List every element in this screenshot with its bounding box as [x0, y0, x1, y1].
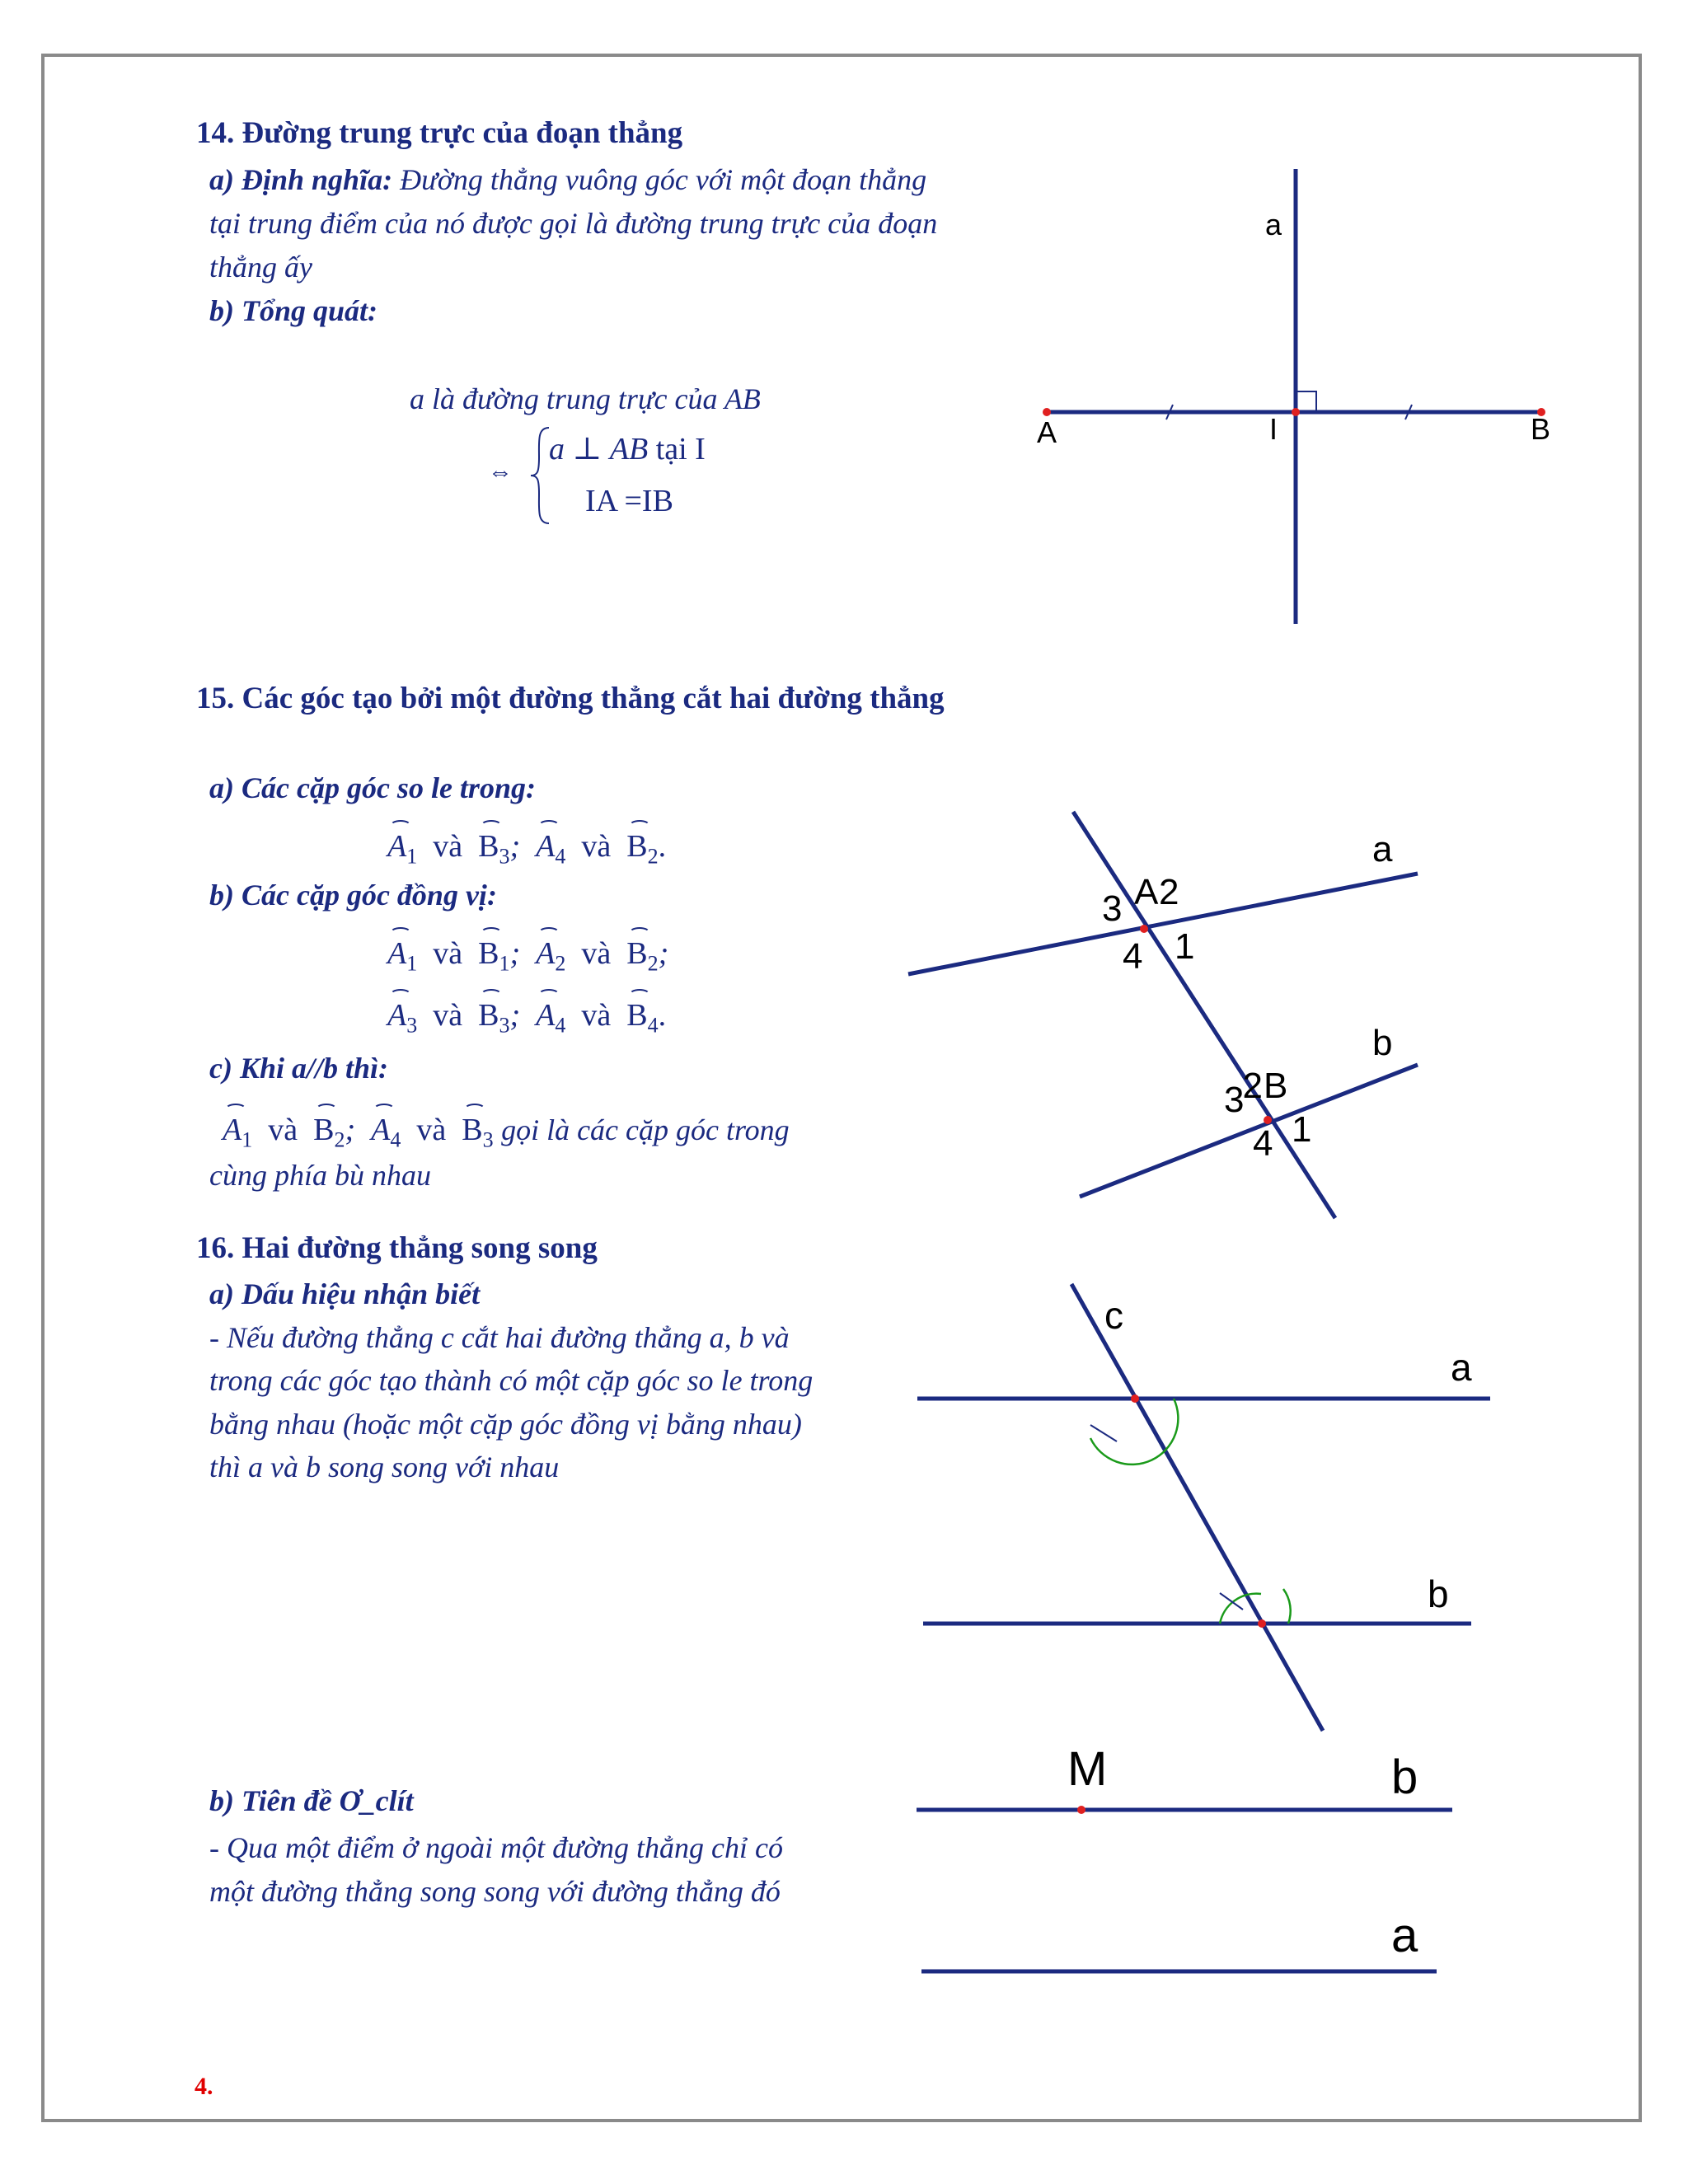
label-point-b: B [1531, 412, 1551, 446]
s15-interior-pairs: $A_1$ và $B_2$; $A_4$ và $B_3$ gọi là các cặp góc trong [223, 1113, 790, 1152]
s14-condition-2: IA =IB [585, 484, 673, 518]
s15-para-text-2: cùng phía bù nhau [209, 1159, 431, 1192]
s16-euclid-2: một đường thẳng song song với đường thẳng đó [209, 1874, 781, 1908]
va: và [581, 829, 612, 864]
section-14-title: 14. Đường trung trực của đoạn thẳng [196, 116, 683, 150]
va: và [433, 936, 463, 971]
s15-alternate-label: a) Các cặp góc so le trong: [209, 771, 536, 804]
label-point-b: B [1264, 1066, 1288, 1106]
label-angle-b3: 3 [1224, 1080, 1245, 1120]
euclid-axiom-figure [907, 1731, 1467, 2003]
s16-sign-2: trong các góc tạo thành có một cặp góc so le trong [209, 1364, 814, 1397]
intersection-b [1258, 1619, 1266, 1628]
label-line-b: b [1391, 1750, 1418, 1804]
label-point-a: A [1037, 415, 1057, 449]
label-angle-b2: 2 [1242, 1066, 1263, 1106]
label-point-i: I [1269, 412, 1278, 446]
transversal [1073, 812, 1335, 1218]
label-angle-a2: 2 [1159, 872, 1179, 912]
s15-corresponding-pairs-2: $A_3$ và $B_3$; $A_4$ và $B_4$. [387, 998, 667, 1038]
s16-euclid-label: b) Tiên đề Ơ_clít [209, 1784, 414, 1817]
label-line-b: b [1428, 1572, 1449, 1615]
parallel-sign-figure [907, 1277, 1500, 1739]
label-angle-a4: 4 [1123, 936, 1143, 977]
va: và [581, 936, 612, 971]
s14-def-text-1: Đường thẳng vuông góc với một đoạn thẳng [400, 163, 927, 196]
s16-sign-4: thì a và b song song với nhau [209, 1451, 560, 1483]
line-c [1071, 1284, 1323, 1731]
va: và [416, 1113, 447, 1147]
s14-def-text-3: thẳng ấy [209, 251, 312, 284]
point-m [1077, 1806, 1085, 1814]
label-line-b: b [1372, 1023, 1393, 1063]
label-line-c: c [1104, 1294, 1123, 1337]
perp-symbol: ⊥ [572, 432, 603, 466]
s14-def-text-2: tại trung điểm của nó được gọi là đường trung trực của đoạn [209, 207, 938, 240]
s14-general-label: b) Tổng quát: [209, 294, 378, 327]
s14-definition [209, 158, 937, 333]
page-number: 4. [195, 2073, 213, 2100]
transversal-angles-figure [907, 804, 1434, 1232]
va: và [433, 998, 463, 1033]
s15-parallel-label: c) Khi a//b thì: [209, 1052, 389, 1085]
s16-sign-1: - Nếu đường thẳng c cắt hai đường thẳng a, b và [209, 1320, 790, 1354]
label-point-m: M [1067, 1742, 1108, 1796]
perpendicular-bisector-figure [1022, 161, 1566, 639]
label-line-a: a [1265, 208, 1282, 241]
s14-premise: a là đường trung trực của AB [410, 382, 761, 415]
s16-sign-3: bằng nhau (hoặc một cặp góc đồng vị bằng nhau) [209, 1407, 802, 1441]
point-a [1140, 925, 1148, 933]
tick-mark-b [1220, 1593, 1243, 1610]
s16-euclid [209, 1826, 783, 1913]
va: và [581, 998, 612, 1033]
section-15-title: 15. Các góc tạo bởi một đường thẳng cắt hai đường thẳng [196, 682, 945, 715]
s15-corresponding-pairs-1: $A_1$ và $B_1$; $A_2$ và $B_2$; [387, 936, 669, 976]
s16-sign [209, 1272, 813, 1489]
s15-alternate-pairs: $A_1$ và $B_3$; $A_4$ và $B_2$. [387, 829, 667, 869]
label-angle-b4: 4 [1253, 1123, 1273, 1164]
s14-def-label: a) Định nghĩa: [209, 163, 393, 196]
label-angle-b1: 1 [1292, 1109, 1312, 1150]
cond-tail: tại I [655, 432, 706, 466]
label-point-a: A [1134, 872, 1159, 912]
tick-mark-a [1090, 1425, 1117, 1441]
angle-arc-b-2 [1283, 1589, 1291, 1624]
s15-corresponding-label: b) Các cặp góc đồng vị: [209, 879, 497, 912]
va: và [268, 1113, 298, 1147]
equivalence-symbol: ⇔ [488, 458, 513, 485]
section-16-title: 16. Hai đường thẳng song song [196, 1231, 598, 1265]
label-line-a: a [1372, 829, 1393, 869]
label-angle-a3: 3 [1102, 888, 1123, 929]
label-line-a: a [1451, 1346, 1472, 1389]
intersection-a [1131, 1394, 1139, 1403]
cond-a: a [549, 432, 565, 466]
label-line-a: a [1391, 1909, 1418, 1962]
cond-ab: AB [609, 432, 649, 466]
point-i [1292, 408, 1300, 416]
angle-arc-a [1090, 1399, 1178, 1465]
s14-condition-1 [549, 430, 706, 467]
s15-para-text-1: gọi là các cặp góc trong [501, 1113, 790, 1146]
va: và [433, 829, 463, 864]
s16-euclid-1: - Qua một điểm ở ngoài một đường thẳng chỉ có [209, 1831, 783, 1864]
label-angle-a1: 1 [1175, 926, 1195, 967]
right-angle-mark [1296, 391, 1316, 412]
s16-sign-label: a) Dấu hiệu nhận biết [209, 1277, 481, 1310]
